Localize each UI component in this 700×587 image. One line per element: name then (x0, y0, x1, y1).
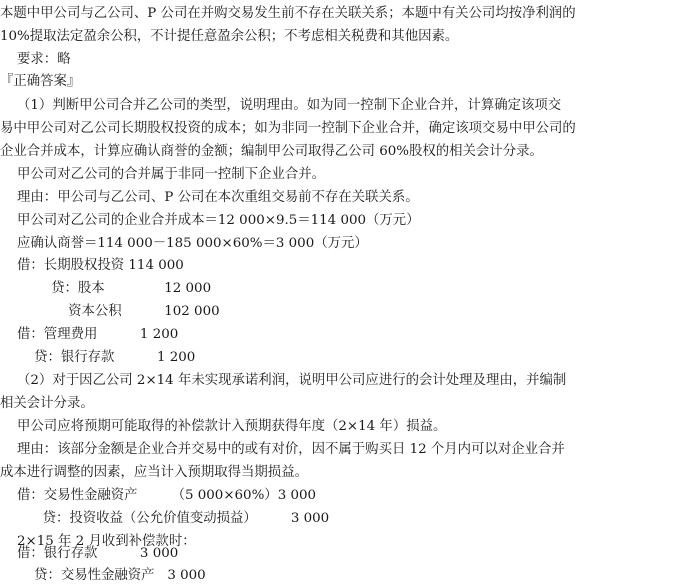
text-line: 理由：甲公司与乙公司、P 公司在本次重组交易前不存在关联关系。 (0, 190, 419, 205)
text-line: 易中甲公司对乙公司长期股权投资的成本；如为非同一控制下企业合并，确定该项交易中甲公司的 (0, 121, 576, 136)
journal-entry-line: 借：管理费用 1 200 (0, 327, 179, 342)
journal-entry-line: 贷：投资收益（公允价值变动损益） 3 000 (0, 511, 330, 526)
text-line: 甲公司对乙公司的合并属于非同一控制下企业合并。 (0, 167, 326, 182)
journal-entry-line: 贷：银行存款 1 200 (0, 350, 196, 365)
text-line: （2）对于因乙公司 2×14 年未实现承诺利润，说明甲公司应进行的会计处理及理由，并编制 (0, 373, 567, 388)
text-line: 成本进行调整的因素，应当计入预期取得当期损益。 (0, 465, 308, 480)
text-line: 要求：略 (0, 52, 71, 67)
text-line: 企业合并成本，计算应确认商誉的金额；编制甲公司取得乙公司 60%股权的相关会计分录。 (0, 144, 543, 159)
journal-entry-line: 借：长期股权投资 114 000 (0, 258, 184, 273)
text-line: 10%提取法定盈余公积，不计提任意盈余公积；不考虑相关税费和其他因素。 (0, 29, 459, 44)
section-heading: 『正确答案』 (0, 74, 81, 89)
text-line: 2×15 年 2 月收到补偿款时： (0, 534, 196, 549)
text-line: （1）判断甲公司合并乙公司的类型，说明理由。如为同一控制下企业合并，计算确定该项交 (0, 98, 562, 113)
text-line: 应确认商誉＝114 000－185 000×60%＝3 000（万元） (0, 236, 368, 251)
journal-entry-line: 贷：股本 12 000 (0, 281, 212, 296)
journal-entry-line: 借：银行存款 3 000 (0, 546, 179, 561)
text-line: 相关会计分录。 (0, 396, 94, 411)
text-line: 理由：该部分金额是企业合并交易中的或有对价，因不属于购买日 12 个月内可以对企业合并 (0, 442, 565, 457)
journal-entry-line: 贷：交易性金融资产 3 000 (0, 568, 206, 583)
text-line: 甲公司应将预期可能取得的补偿款计入预期获得年度（2×14 年）损益。 (0, 419, 447, 434)
text-line: 本题中甲公司与乙公司、P 公司在并购交易发生前不存在关联关系；本题中有关公司均按净利润的 (0, 6, 576, 21)
text-line: 甲公司对乙公司的企业合并成本＝12 000×9.5＝114 000（万元） (0, 213, 420, 228)
journal-entry-line: 资本公积 102 000 (0, 304, 220, 319)
journal-entry-line: 借：交易性金融资产 （5 000×60%）3 000 (0, 488, 317, 503)
